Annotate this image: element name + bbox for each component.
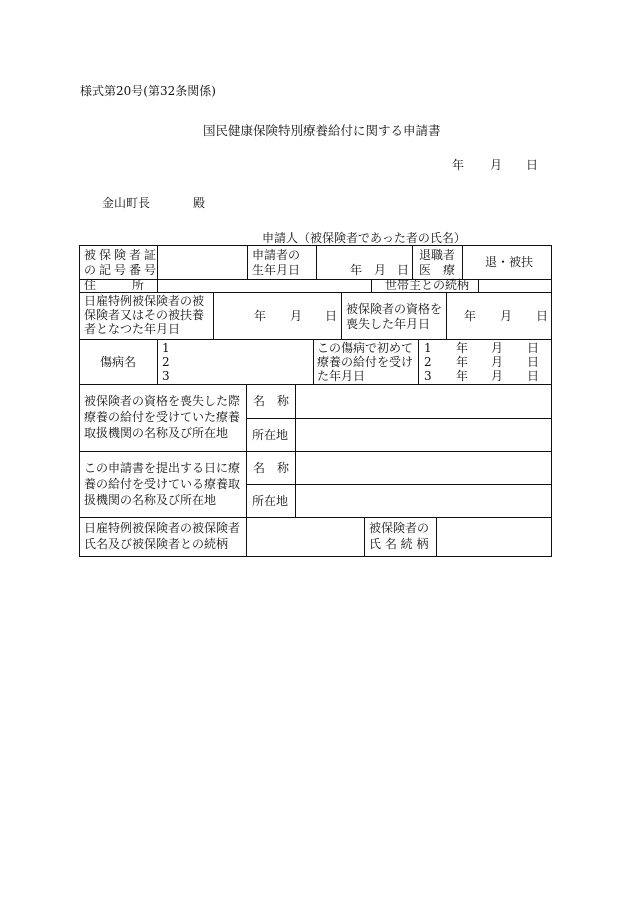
table-line	[478, 279, 479, 292]
date-number: 1	[424, 341, 432, 355]
table-line	[295, 384, 296, 517]
table-line	[79, 279, 552, 280]
table-line	[79, 556, 552, 557]
disease-number-1: 1	[162, 341, 170, 355]
lost-year: 年	[464, 309, 477, 323]
date-year: 年	[456, 355, 469, 369]
insured-relation-label-1: 被保険者の	[369, 521, 430, 535]
table-line	[79, 245, 80, 557]
date-number: 3	[424, 369, 432, 383]
table-line	[246, 517, 247, 556]
table-line	[79, 339, 552, 340]
relation-head-label: 世帯主との続柄	[385, 278, 470, 292]
date-year: 年	[456, 341, 469, 355]
table-line	[371, 279, 372, 292]
table-line	[551, 245, 552, 557]
first-treatment-label-1: この傷病で初めて	[317, 341, 414, 355]
date-year: 年	[456, 369, 469, 383]
insured-id-label-1: 被保険者証	[84, 248, 160, 262]
dob-month: 月	[374, 263, 387, 277]
prev-facility-name-label: 名 称	[253, 394, 290, 408]
disease-label: 傷病名	[100, 355, 137, 369]
address-label: 住 所	[84, 278, 145, 292]
prev-facility-label-1: 被保険者の資格を喪失した際	[84, 394, 241, 408]
table-line	[247, 245, 248, 279]
date-month: 月	[491, 355, 504, 369]
table-line	[446, 292, 447, 339]
table-line	[316, 245, 317, 279]
page-title: 国民健康保険特別療養給付に関する申請書	[203, 123, 441, 138]
insured-relation-label-2: 氏 名 続 柄	[369, 537, 429, 551]
special-insured-label-3: 者となつた年月日	[84, 322, 181, 336]
table-line	[364, 517, 365, 556]
disease-number-2: 2	[162, 355, 170, 369]
insured-id-label-2: の記号番号	[84, 263, 160, 277]
table-line	[412, 245, 413, 279]
table-line	[462, 245, 463, 279]
addressee: 金山町長	[102, 196, 151, 210]
special-insured-label-1: 日雇特例被保険者の被	[84, 294, 205, 308]
prev-facility-label-2: 療養の給付を受けていた療養	[84, 410, 241, 424]
current-facility-location-label: 所在地	[252, 494, 289, 508]
special-insured-name-label-2: 氏名及び被保険者との続柄	[84, 537, 229, 551]
table-line	[157, 339, 158, 384]
applicant-dob-label-1: 申請者の	[252, 248, 301, 262]
current-facility-label-3: 扱機関の名称及び所在地	[84, 493, 217, 507]
lost-status-label-1: 被保険者の資格を	[346, 302, 443, 316]
retired-label-1: 退職者	[419, 248, 456, 262]
date-month: 月	[491, 341, 504, 355]
table-line	[436, 517, 437, 556]
table-line	[246, 418, 552, 419]
table-line	[157, 279, 158, 292]
date-day: 日	[527, 369, 540, 383]
current-facility-label-1: この申請書を提出する日に療	[84, 461, 241, 475]
dob-year: 年	[350, 263, 363, 277]
disease-number-3: 3	[162, 369, 170, 383]
date-month: 月	[491, 369, 504, 383]
prev-facility-location-label: 所在地	[252, 428, 289, 442]
first-treatment-label-3: た年月日	[317, 369, 366, 383]
dob-day: 日	[397, 263, 410, 277]
form-number: 様式第20号(第32条関係)	[80, 84, 216, 98]
special-year: 年	[254, 309, 267, 323]
date-day: 日	[527, 355, 540, 369]
date-number: 2	[424, 355, 432, 369]
retired-label-2: 医 療	[419, 263, 456, 277]
special-insured-name-label-1: 日雇特例被保険者の被保険者	[84, 521, 241, 535]
table-line	[79, 384, 552, 385]
table-line	[313, 339, 314, 384]
prev-facility-label-3: 取扱機関の名称及び所在地	[84, 426, 229, 440]
date-month-label: 月	[490, 158, 503, 172]
table-line	[246, 384, 247, 517]
table-line	[246, 484, 552, 485]
lost-month: 月	[500, 309, 513, 323]
applicant-label: 申請人（被保険者であった者の氏名）	[262, 231, 466, 245]
table-line	[213, 292, 214, 339]
date-day: 日	[527, 341, 540, 355]
special-day: 日	[325, 309, 338, 323]
honorific: 殿	[193, 196, 206, 210]
retired-value: 退・被扶	[485, 255, 534, 269]
date-year-label: 年	[452, 158, 465, 172]
table-line	[79, 517, 552, 518]
lost-status-label-2: 喪失した年月日	[346, 317, 431, 331]
table-line	[341, 292, 342, 339]
table-line	[79, 292, 552, 293]
current-facility-label-2: 養の給付を受けている療養取	[84, 477, 241, 491]
first-treatment-label-2: 療養の給付を受け	[317, 355, 414, 369]
date-day-label: 日	[526, 158, 539, 172]
applicant-dob-label-2: 生年月日	[252, 263, 301, 277]
current-facility-name-label: 名 称	[253, 461, 290, 475]
lost-day: 日	[536, 309, 549, 323]
table-line	[418, 339, 419, 384]
special-month: 月	[290, 309, 303, 323]
special-insured-label-2: 保険者又はその被扶養	[84, 308, 205, 322]
table-line	[79, 451, 552, 452]
